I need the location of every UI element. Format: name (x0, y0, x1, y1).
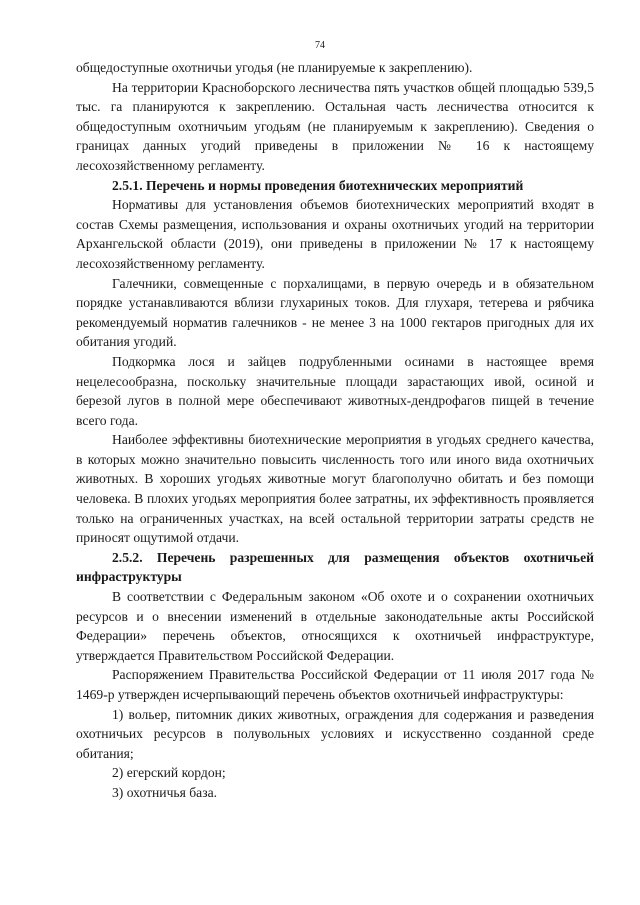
paragraph-federal-law: В соответствии с Федеральным законом «Об охоте и о сохранении охотничьих ресурсов и о внесении изменений в отдельные законодательные акты Российской Федерации» перечень объектов, относящихся к охотничьей инфраструктуре, утверждается Правительством Российской Федерации. (76, 589, 594, 663)
paragraph-norms: Нормативы для установления объемов биотехнических мероприятий входят в состав Схемы размещения, использования и охраны охотничьих угодий на территории Архангельской области (2019), они приведены в приложении № 17 к настоящему лесохозяйственному регламенту. (76, 197, 594, 271)
section-heading-biotech: 2.5.1. Перечень и нормы проведения биотехнических мероприятий (112, 177, 524, 193)
list-item: 3) охотничья база. (112, 784, 218, 800)
page-content (76, 58, 594, 803)
paragraph-lead: общедоступные охотничьи угодья (не планируемые к закреплению). (76, 60, 473, 75)
section-heading-infrastructure: 2.5.2. Перечень разрешенных для размещения объектов охотничьей инфраструктуры (76, 549, 594, 585)
paragraph-decree: Распоряжением Правительства Российской Федерации от 11 июля 2017 года № 1469-р утвержден исчерпывающий перечень объектов охотничьей инфраструктуры: (76, 667, 594, 702)
paragraph-forestry: На территории Красноборского лесничества пять участков общей площадью 539,5 тыс. га планируются к закреплению. Остальная часть лесничества относится к общедоступным охотничьим угодьям (не планируемым к закреплению). Сведения о границах данных угодий приведены в приложении № 16 к настоящему лесохозяйственному регламенту. (76, 79, 594, 173)
paragraph-galechniki: Галечники, совмещенные с порхалищами, в первую очередь и в обязательном порядке устанавливаются вблизи глухариных токов. Для глухаря, тетерева и рябчика рекомендуемый норматив галечников - не менее 3 на 1000 гектаров пригодных для их обитания угодий. (76, 275, 594, 350)
paragraph-feeding: Подкормка лося и зайцев подрубленными осинами в настоящее время нецелесообразна, поскольку значительные площади зарастающих ивой, осиной и березой лугов в полной мере обеспечивают животных-дендрофагов пищей в течение всего года. (76, 353, 594, 428)
list-item: 2) егерский кордон; (112, 765, 226, 781)
list-item: 1) вольер, питомник диких животных, ограждения для содержания и разведения охотничьих ресурсов в полувольных условиях и искусственно созданной среде обитания; (76, 706, 594, 761)
paragraph-effectiveness: Наиболее эффективны биотехнические мероприятия в угодьях среднего качества, в которых можно значительно повысить численность того или иного вида охотничьих животных. В хороших угодьях животные могут благополучно обитать и без помощи человека. В плохих угодьях мероприятия более затратны, их эффективность проявляется только на ограниченных участках, на всей остальной территории затраты средств не приносят ощутимой отдачи. (76, 432, 594, 546)
page-number: 74 (315, 40, 325, 51)
